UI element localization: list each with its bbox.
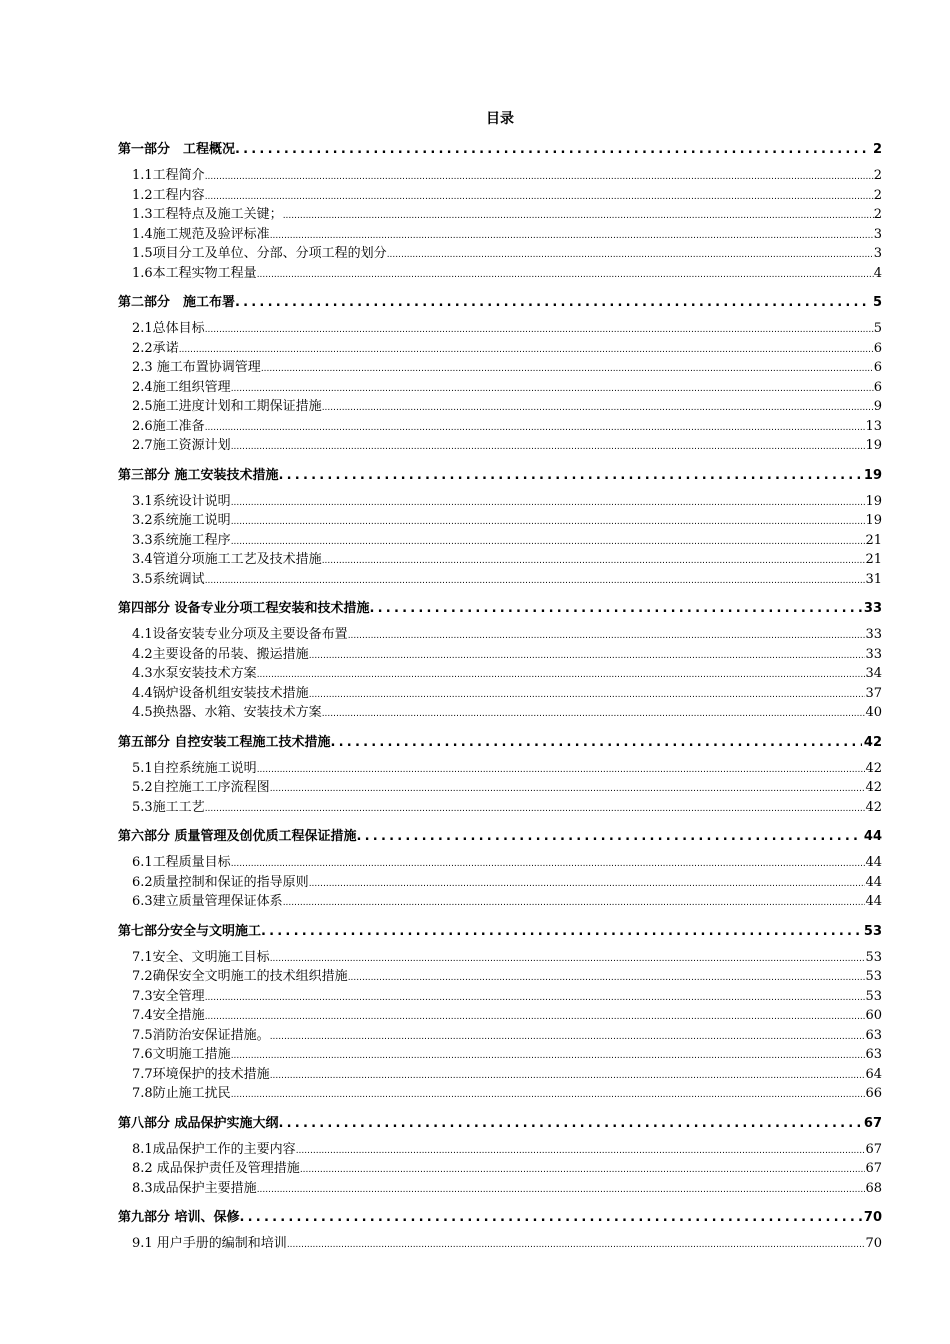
toc-section-entry[interactable]	[118, 1084, 882, 1104]
dot-leader	[205, 321, 874, 341]
toc-section-label: 1.6本工程实物工程量	[132, 265, 257, 281]
toc-section-page-number: 19	[865, 438, 882, 453]
toc-section-page-number: 4	[873, 265, 882, 281]
dot-leader	[205, 419, 866, 439]
toc-section-list	[118, 853, 882, 912]
toc-part	[118, 1204, 882, 1254]
toc-part-label: 第八部分 成品保护实施大纲	[118, 1115, 279, 1131]
toc-section-label: 7.7环境保护的技术措施	[132, 1066, 270, 1082]
dot-leader	[231, 438, 866, 458]
toc-section-entry[interactable]	[118, 645, 882, 665]
dot-leader	[309, 647, 866, 667]
dot-leader	[309, 686, 866, 706]
toc-section-entry[interactable]	[118, 492, 882, 512]
toc-part	[118, 595, 882, 723]
toc-section-entry[interactable]	[118, 531, 882, 551]
toc-section-label: 2.2承诺	[132, 340, 179, 356]
toc-section-label: 1.4施工规范及验评标准	[132, 226, 270, 242]
dot-leader	[370, 595, 862, 623]
toc-section-entry[interactable]	[118, 378, 882, 398]
toc-section-page-number: 44	[865, 874, 882, 890]
dot-leader	[283, 894, 866, 914]
toc-section-label: 2.1总体目标	[132, 321, 205, 336]
toc-section-label: 1.1工程简介	[132, 168, 205, 183]
toc-section-page-number: 33	[865, 646, 882, 662]
toc-section-entry[interactable]	[118, 759, 882, 779]
toc-section-page-number: 6	[873, 340, 882, 356]
toc-section-list	[118, 759, 882, 818]
toc-section-entry[interactable]	[118, 778, 882, 798]
dot-leader	[235, 136, 871, 164]
toc-section-entry[interactable]	[118, 853, 882, 873]
toc-part	[118, 289, 882, 456]
toc-section-label: 5.3施工工艺	[132, 799, 205, 815]
toc-section-page-number: 44	[865, 894, 882, 909]
toc-body	[118, 136, 882, 1254]
toc-part-page-number: 2	[872, 142, 882, 157]
dot-leader	[205, 188, 874, 208]
dot-leader	[348, 627, 866, 647]
toc-section-label: 7.6文明施工措施	[132, 1047, 231, 1062]
toc-section-label: 8.1成品保护工作的主要内容	[132, 1141, 296, 1157]
toc-section-page-number: 31	[865, 571, 882, 587]
toc-section-label: 3.1系统设计说明	[132, 493, 231, 509]
toc-section-page-number: 60	[865, 1008, 882, 1023]
toc-part-page-number: 44	[863, 829, 882, 844]
dot-leader	[205, 168, 874, 188]
toc-section-label: 3.5系统调试	[132, 571, 205, 587]
toc-section-entry[interactable]	[118, 1006, 882, 1026]
toc-part	[118, 729, 882, 818]
toc-section-entry[interactable]	[118, 570, 882, 590]
dot-leader	[231, 380, 874, 400]
dot-leader	[296, 1142, 866, 1162]
toc-part-entry[interactable]	[118, 729, 882, 757]
toc-section-label: 1.5项目分工及单位、分部、分项工程的划分	[132, 246, 387, 261]
toc-section-page-number: 19	[865, 493, 882, 509]
toc-section-label: 8.3成品保护主要措施	[132, 1180, 257, 1196]
toc-section-label: 1.2工程内容	[132, 187, 205, 203]
dot-leader	[205, 989, 866, 1009]
toc-part-entry[interactable]	[118, 595, 882, 623]
toc-section-page-number: 44	[865, 855, 882, 870]
toc-section-page-number: 13	[865, 418, 882, 434]
dot-leader	[322, 399, 874, 419]
toc-part-page-number: 53	[863, 923, 882, 939]
toc-part-label: 第六部分 质量管理及创优质工程保证措施	[118, 829, 357, 844]
dot-leader	[235, 289, 871, 317]
dot-leader	[270, 780, 866, 800]
toc-section-list	[118, 492, 882, 590]
toc-section-list	[118, 625, 882, 723]
toc-section-entry[interactable]	[118, 892, 882, 912]
toc-section-label: 8.2 成品保护责任及管理措施	[132, 1161, 300, 1176]
toc-section-entry[interactable]	[118, 1065, 882, 1085]
dot-leader	[257, 266, 874, 286]
dot-leader	[300, 1161, 866, 1181]
toc-section-entry[interactable]	[118, 1159, 882, 1179]
toc-section-entry[interactable]	[118, 244, 882, 264]
toc-part-label: 第七部分安全与文明施工	[118, 923, 262, 939]
toc-part-page-number: 19	[863, 467, 882, 483]
toc-part-label: 第三部分 施工安装技术措施	[118, 467, 279, 483]
toc-section-entry[interactable]	[118, 1140, 882, 1160]
toc-section-label: 7.2确保安全文明施工的技术组织措施	[132, 969, 348, 984]
toc-section-page-number: 67	[865, 1141, 882, 1157]
dot-leader	[231, 855, 866, 875]
toc-section-page-number: 66	[865, 1086, 882, 1101]
dot-leader	[261, 918, 862, 946]
toc-section-page-number: 6	[873, 360, 882, 375]
toc-section-entry[interactable]	[118, 798, 882, 818]
dot-leader	[261, 360, 874, 380]
dot-leader	[387, 246, 874, 266]
toc-section-entry[interactable]	[118, 987, 882, 1007]
toc-section-entry[interactable]	[118, 319, 882, 339]
dot-leader	[309, 875, 866, 895]
toc-section-entry[interactable]	[118, 339, 882, 359]
toc-section-page-number: 63	[865, 1047, 882, 1062]
toc-section-label: 7.3安全管理	[132, 988, 205, 1004]
toc-part-page-number: 33	[863, 601, 882, 616]
toc-section-label: 2.3 施工布置协调管理	[132, 360, 261, 375]
toc-section-entry[interactable]	[118, 967, 882, 987]
toc-section-list	[118, 948, 882, 1104]
dot-leader	[322, 552, 866, 572]
toc-section-label: 4.3水泵安装技术方案	[132, 666, 257, 681]
toc-section-page-number: 5	[873, 321, 882, 336]
toc-section-page-number: 9	[873, 399, 882, 414]
toc-section-entry[interactable]	[118, 1045, 882, 1065]
toc-section-page-number: 19	[865, 513, 882, 528]
toc-section-label: 2.5施工进度计划和工期保证措施	[132, 399, 322, 414]
toc-section-entry[interactable]	[118, 397, 882, 417]
dot-leader	[231, 1047, 866, 1067]
dot-leader	[270, 950, 866, 970]
toc-section-label: 4.2主要设备的吊装、搬运措施	[132, 646, 309, 662]
toc-section-list	[118, 319, 882, 456]
toc-section-page-number: 2	[873, 207, 882, 222]
toc-section-page-number: 3	[873, 246, 882, 261]
toc-section-page-number: 63	[865, 1027, 882, 1043]
dot-leader	[205, 800, 866, 820]
toc-section-entry[interactable]	[118, 225, 882, 245]
toc-part-entry[interactable]	[118, 136, 882, 164]
toc-section-page-number: 68	[865, 1180, 882, 1196]
toc-part-page-number: 70	[863, 1210, 882, 1225]
toc-section-page-number: 40	[865, 705, 882, 720]
toc-section-page-number: 3	[873, 226, 882, 242]
toc-part-label: 第九部分 培训、保修	[118, 1210, 240, 1225]
dot-leader	[357, 823, 862, 851]
dot-leader	[205, 1008, 866, 1028]
toc-section-page-number: 53	[865, 988, 882, 1004]
toc-section-list	[118, 1234, 882, 1254]
toc-part-page-number: 42	[863, 734, 882, 750]
toc-part-entry[interactable]	[118, 1110, 882, 1138]
toc-section-label: 2.7施工资源计划	[132, 438, 231, 453]
toc-section-entry[interactable]	[118, 1179, 882, 1199]
toc-section-page-number: 21	[865, 532, 882, 548]
dot-leader	[270, 1028, 866, 1048]
toc-part-page-number: 5	[872, 295, 882, 310]
toc-part	[118, 1110, 882, 1199]
toc-section-entry[interactable]	[118, 550, 882, 570]
toc-section-entry[interactable]	[118, 358, 882, 378]
toc-section-label: 2.4施工组织管理	[132, 379, 231, 395]
table-of-contents	[118, 108, 882, 1254]
toc-section-label: 4.5换热器、水箱、安装技术方案	[132, 705, 322, 720]
dot-leader	[231, 513, 866, 533]
toc-section-page-number: 2	[873, 187, 882, 203]
toc-part-entry[interactable]	[118, 823, 882, 851]
dot-leader	[179, 341, 874, 361]
toc-section-entry[interactable]	[118, 625, 882, 645]
dot-leader	[322, 705, 866, 725]
toc-section-page-number: 2	[873, 168, 882, 183]
toc-section-label: 6.1工程质量目标	[132, 855, 231, 870]
toc-part-label: 第四部分 设备专业分项工程安装和技术措施	[118, 601, 370, 616]
dot-leader	[231, 533, 866, 553]
toc-section-label: 3.3系统施工程序	[132, 532, 231, 548]
toc-section-page-number: 42	[865, 780, 882, 795]
dot-leader	[205, 572, 866, 592]
toc-part-entry[interactable]	[118, 289, 882, 317]
toc-part-entry[interactable]	[118, 462, 882, 490]
toc-section-list	[118, 1140, 882, 1199]
dot-leader	[270, 1067, 866, 1087]
dot-leader	[257, 761, 866, 781]
toc-section-label: 7.5消防治安保证措施。	[132, 1027, 270, 1043]
toc-section-entry[interactable]	[118, 417, 882, 437]
toc-section-list	[118, 166, 882, 283]
toc-section-label: 7.4安全措施	[132, 1008, 205, 1023]
toc-part-entry[interactable]	[118, 918, 882, 946]
dot-leader	[331, 729, 862, 757]
toc-section-label: 7.8防止施工扰民	[132, 1086, 231, 1101]
toc-part	[118, 462, 882, 590]
toc-section-page-number: 53	[865, 949, 882, 965]
toc-part	[118, 823, 882, 912]
toc-part-page-number: 67	[863, 1115, 882, 1131]
toc-section-label: 6.3建立质量管理保证体系	[132, 894, 283, 909]
toc-section-page-number: 42	[865, 760, 882, 776]
toc-section-entry[interactable]	[118, 873, 882, 893]
toc-section-page-number: 34	[865, 666, 882, 681]
toc-section-entry[interactable]	[118, 264, 882, 284]
dot-leader	[231, 494, 866, 514]
toc-section-entry[interactable]	[118, 436, 882, 456]
toc-section-label: 5.1自控系统施工说明	[132, 760, 257, 776]
dot-leader	[257, 666, 866, 686]
toc-section-label: 7.1安全、文明施工目标	[132, 949, 270, 965]
toc-section-label: 3.4管道分项施工工艺及技术措施	[132, 552, 322, 567]
toc-section-entry[interactable]	[118, 205, 882, 225]
toc-section-page-number: 70	[865, 1236, 882, 1251]
toc-section-entry[interactable]	[118, 948, 882, 968]
toc-section-entry[interactable]	[118, 1026, 882, 1046]
toc-part-label: 第一部分 工程概况	[118, 142, 236, 157]
toc-title: 目录	[486, 111, 514, 127]
dot-leader	[231, 1086, 866, 1106]
toc-section-label: 5.2自控施工工序流程图	[132, 780, 270, 795]
toc-section-entry[interactable]	[118, 664, 882, 684]
toc-section-page-number: 64	[865, 1066, 882, 1082]
toc-section-label: 4.1设备安装专业分项及主要设备布置	[132, 627, 348, 642]
toc-section-entry[interactable]	[118, 511, 882, 531]
toc-section-label: 2.6施工准备	[132, 418, 205, 434]
toc-part	[118, 918, 882, 1104]
toc-section-entry[interactable]	[118, 186, 882, 206]
toc-section-label: 1.3工程特点及施工关键；	[132, 207, 283, 222]
toc-section-entry[interactable]	[118, 166, 882, 186]
toc-section-entry[interactable]	[118, 703, 882, 723]
toc-section-label: 4.4锅炉设备机组安装技术措施	[132, 685, 309, 701]
toc-section-page-number: 21	[865, 552, 882, 567]
toc-section-label: 9.1 用户手册的编制和培训	[132, 1236, 287, 1251]
toc-section-page-number: 67	[865, 1161, 882, 1176]
dot-leader	[279, 462, 862, 490]
toc-section-label: 6.2质量控制和保证的指导原则	[132, 874, 309, 890]
toc-part	[118, 136, 882, 283]
dot-leader	[240, 1204, 862, 1232]
toc-section-entry[interactable]	[118, 684, 882, 704]
dot-leader	[348, 969, 866, 989]
toc-part-label: 第二部分 施工布署	[118, 295, 236, 310]
toc-section-page-number: 33	[865, 627, 882, 642]
toc-part-entry[interactable]	[118, 1204, 882, 1232]
dot-leader	[279, 1110, 862, 1138]
toc-section-label: 3.2系统施工说明	[132, 513, 231, 528]
dot-leader	[257, 1181, 866, 1201]
dot-leader	[283, 207, 874, 227]
toc-section-entry[interactable]	[118, 1234, 882, 1254]
dot-leader	[287, 1236, 866, 1256]
toc-section-page-number: 42	[865, 799, 882, 815]
toc-part-label: 第五部分 自控安装工程施工技术措施	[118, 734, 331, 750]
toc-section-page-number: 53	[865, 969, 882, 984]
toc-section-page-number: 6	[873, 379, 882, 395]
toc-section-page-number: 37	[865, 685, 882, 701]
